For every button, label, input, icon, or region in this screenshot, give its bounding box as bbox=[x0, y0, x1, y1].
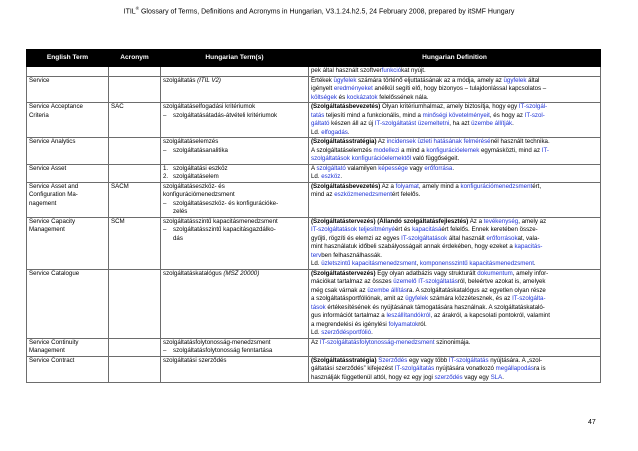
text-segment: . bbox=[452, 164, 455, 172]
definition-cell bbox=[309, 76, 601, 103]
hungarian-term-cell bbox=[161, 182, 309, 217]
text-segment: vagy bbox=[407, 164, 425, 172]
text-segment: gus információt tartalmaz a bbox=[311, 312, 387, 319]
text-segment: ra. A szolgáltatáskatalógus az egyetlen olyan része bbox=[406, 286, 546, 294]
definition-line bbox=[311, 138, 598, 147]
hungarian-term-text: szolgáltatáseszköz- és bbox=[163, 182, 225, 190]
english-term-line: Service Asset bbox=[29, 164, 67, 172]
text-segment: , bbox=[416, 260, 420, 267]
hungarian-term-text: szolgáltatáseszköz- és konfigurációke- bbox=[173, 199, 279, 207]
glossary-link: Szerződés bbox=[378, 356, 408, 364]
text-segment: való függőségeit. bbox=[411, 155, 460, 162]
definition-line bbox=[311, 365, 598, 374]
english-term-line: Service Asset and bbox=[29, 182, 79, 190]
definition-cell bbox=[309, 338, 601, 356]
text-segment: mind az bbox=[311, 191, 335, 198]
glossary-link: költségek bbox=[311, 93, 337, 101]
definition-line bbox=[311, 112, 598, 121]
hungarian-term-text: szolgáltatásfolytonosság-menedzsment bbox=[163, 338, 271, 346]
hungarian-term-line bbox=[163, 208, 306, 217]
glossary-link: IT-szolgáltatásfolytonosság-menedzsment bbox=[319, 338, 435, 346]
glossary-link: erőforrások bbox=[486, 234, 518, 242]
acronym-cell bbox=[109, 338, 161, 356]
text-segment: mációkat tartalmaz az összes bbox=[311, 278, 394, 285]
dash-bullet: – bbox=[163, 226, 167, 233]
definition-line bbox=[311, 85, 598, 94]
text-segment: gyűjti, rögzíti és elemzi az egyes bbox=[311, 234, 402, 242]
definition-cell bbox=[309, 356, 601, 383]
glossary-link: IT- bbox=[541, 146, 549, 154]
hungarian-term-text: szolgáltatáskatalógus bbox=[163, 269, 224, 277]
text-segment: gáltatási szerződés” kifejezést bbox=[311, 365, 395, 372]
glossary-link: eszköz bbox=[321, 173, 341, 180]
hungarian-term-text: konfigurációmenedzsment bbox=[163, 191, 235, 198]
text-segment: . bbox=[502, 373, 504, 381]
text-segment: Ld. bbox=[311, 260, 322, 267]
english-term-cell bbox=[27, 76, 109, 103]
definition-cell bbox=[309, 182, 601, 217]
glossary-link: kapacitásá bbox=[412, 226, 442, 233]
english-term-line: Service Continuity bbox=[29, 338, 79, 346]
text-segment: ben felhasználhassák. bbox=[321, 251, 383, 259]
text-segment: egy vagy több bbox=[407, 356, 449, 364]
table-row bbox=[27, 138, 601, 165]
table-row bbox=[27, 164, 601, 182]
domain-tag: (Szolgáltatásstratégia) bbox=[311, 356, 377, 364]
glossary-link: komponensszintű kapacitásmenedzsment bbox=[419, 260, 534, 267]
text-segment: Az bbox=[376, 138, 387, 145]
text-segment: teljesíti mind a funkcionális, mind a bbox=[324, 111, 423, 119]
hungarian-term-line bbox=[163, 183, 306, 192]
text-segment: valamilyen bbox=[345, 164, 379, 172]
glossary-link: modellezi bbox=[373, 146, 400, 154]
dash-bullet: – bbox=[163, 146, 167, 154]
glossary-link: szolgáltatások konfigurációelemektől bbox=[311, 155, 412, 162]
header-itil: ITIL bbox=[123, 8, 136, 16]
glossary-link: minőségi követelményeit bbox=[422, 111, 490, 119]
text-segment: számára történő eljuttatásának az a módja, amely az bbox=[356, 76, 504, 84]
hungarian-term-text: zelés bbox=[173, 208, 188, 215]
english-term-cell bbox=[27, 269, 109, 338]
text-segment: számára közzétesznek, és az bbox=[428, 295, 513, 302]
definition-cell bbox=[309, 138, 601, 165]
table-row bbox=[27, 217, 601, 269]
glossary-link: tások bbox=[311, 303, 326, 311]
text-segment: nél használt technika. bbox=[490, 138, 550, 145]
text-segment: Az a bbox=[468, 217, 484, 225]
definition-line bbox=[311, 191, 598, 200]
definition-line bbox=[311, 94, 598, 103]
table-row bbox=[27, 67, 601, 77]
hungarian-term-cell bbox=[161, 138, 309, 165]
glossary-link: eszközmenedzsment bbox=[334, 191, 392, 198]
text-segment: értékesítésének és nyújtásának támogatására használnak. A szolgáltatáskataló- bbox=[325, 303, 545, 311]
english-term-line: Management bbox=[29, 347, 65, 354]
col-header-english: English Term bbox=[27, 50, 109, 67]
definition-line bbox=[311, 295, 598, 304]
definition-line bbox=[311, 260, 598, 269]
definition-cell bbox=[309, 164, 601, 182]
english-term-line: Criteria bbox=[29, 111, 49, 119]
text-segment: egymásközti, mind az bbox=[479, 146, 542, 154]
text-segment: és bbox=[336, 93, 347, 101]
text-segment: kat nyújt. bbox=[401, 67, 426, 74]
acronym-text: SAC bbox=[111, 103, 124, 110]
acronym-text: SACM bbox=[111, 182, 129, 190]
text-segment: . bbox=[371, 329, 373, 336]
glossary-link: konfigurációelemek bbox=[426, 146, 480, 154]
table-row bbox=[27, 356, 601, 383]
glossary-link: IT-szol- bbox=[524, 111, 545, 119]
english-term-cell bbox=[27, 338, 109, 356]
hungarian-term-line bbox=[163, 218, 306, 227]
dash-bullet: – bbox=[163, 111, 167, 119]
glossary-link: erőforrása bbox=[424, 164, 453, 172]
english-term-line: nagement bbox=[29, 199, 57, 207]
glossary-link: folyamat bbox=[395, 182, 419, 190]
domain-tag: (Szolgáltatástervezés) (Állandó szolgáltatásfejlesztés) bbox=[311, 217, 469, 225]
hungarian-term-line bbox=[163, 235, 306, 244]
glossary-link: szolgáltató bbox=[316, 164, 346, 172]
english-term-line: Service Catalogue bbox=[29, 269, 80, 277]
hungarian-term-line bbox=[163, 200, 306, 209]
hungarian-term-line bbox=[163, 270, 306, 279]
acronym-text: SCM bbox=[111, 217, 125, 225]
hungarian-term-line bbox=[163, 347, 306, 356]
definition-line bbox=[311, 312, 598, 321]
hungarian-term-text: szolgáltatásfolytonosság fenntartása bbox=[173, 347, 273, 354]
glossary-link: SLA bbox=[490, 373, 503, 381]
hungarian-term-text: szolgáltatáselemzés bbox=[163, 138, 219, 145]
hungarian-term-cell bbox=[161, 76, 309, 103]
col-header-acronym: Acronym bbox=[109, 50, 161, 67]
text-segment: Ld. bbox=[311, 173, 322, 180]
hungarian-term-text: szolgáltatási szerződés bbox=[163, 356, 227, 364]
text-segment: Az bbox=[311, 338, 320, 346]
text-segment: még csak várnak az bbox=[311, 286, 368, 294]
hungarian-term-cell bbox=[161, 356, 309, 383]
english-term-line: Service Analytics bbox=[29, 138, 76, 145]
text-segment: Egy olyan adatbázis vagy strukturált bbox=[375, 269, 478, 277]
hungarian-term-line bbox=[163, 339, 306, 348]
text-segment: . bbox=[347, 128, 350, 136]
glossary-link: eredményeket bbox=[333, 85, 373, 92]
definition-cell bbox=[309, 269, 601, 338]
glossary-link: terv bbox=[311, 251, 322, 259]
glossary-table bbox=[26, 49, 601, 383]
text-segment: . bbox=[340, 173, 343, 180]
table-header-row bbox=[27, 50, 601, 67]
english-term-cell bbox=[27, 356, 109, 383]
acronym-cell bbox=[109, 182, 161, 217]
acronym-cell bbox=[109, 164, 161, 182]
text-segment: , az árakról, a kapcsolati pontokról, valamint bbox=[430, 312, 550, 319]
domain-tag: (Szolgáltatásbevezetés) bbox=[311, 103, 381, 110]
text-segment: ról, beleértve azokat is, amelyek bbox=[457, 278, 546, 285]
text-segment: anélkül segíti elő, hogy bizonyos – tulajdonlással kapcsolatos – bbox=[372, 85, 547, 92]
page-header bbox=[0, 6, 638, 15]
text-segment: készen áll az új bbox=[329, 120, 375, 127]
text-segment: ért felelős. Ennek keretében össze- bbox=[441, 226, 538, 233]
acronym-cell bbox=[109, 356, 161, 383]
definition-line bbox=[311, 252, 598, 261]
hungarian-term-line bbox=[163, 103, 306, 112]
text-segment: felelőssének nála. bbox=[377, 93, 429, 101]
text-segment: nyújtására. A „szol- bbox=[488, 356, 543, 364]
text-segment: , amely mind a bbox=[418, 182, 461, 190]
dash-bullet: – bbox=[163, 199, 167, 207]
hungarian-term-line bbox=[163, 226, 306, 235]
hungarian-term-cell bbox=[161, 217, 309, 269]
english-term-cell bbox=[27, 182, 109, 217]
glossary-link: ügyfelek bbox=[503, 76, 527, 84]
definition-line bbox=[311, 243, 598, 252]
glossary-link: teljesítményé bbox=[358, 226, 395, 233]
text-segment: mint használatuk időbeli szabályosságait annak érdekében, hogy ezeket a bbox=[311, 243, 515, 250]
glossary-link: IT-szolgáltatás bbox=[394, 365, 435, 372]
table-row bbox=[27, 269, 601, 338]
definition-line bbox=[311, 183, 598, 192]
english-term-line: Management bbox=[29, 226, 65, 233]
glossary-link: elfogadás bbox=[321, 128, 348, 136]
text-segment: at, vala- bbox=[517, 234, 540, 242]
domain-tag: (Szolgáltatástervezés) bbox=[311, 269, 376, 277]
definition-line bbox=[311, 155, 598, 164]
glossary-link: üzemeltetni bbox=[417, 120, 450, 127]
text-segment: A szolgáltatáselemzés bbox=[311, 146, 374, 154]
definition-line bbox=[311, 304, 598, 313]
hungarian-term-text: (MSZ 20000) bbox=[223, 269, 260, 277]
text-segment: a mind a bbox=[399, 146, 427, 154]
hungarian-term-text: szolgáltatásszintű kapacitásmenedzsment bbox=[163, 217, 278, 225]
text-segment: ról. bbox=[418, 320, 427, 328]
glossary-link: leszállítandókról bbox=[386, 312, 431, 319]
definition-line bbox=[311, 287, 598, 296]
hungarian-term-text: szolgáltatás bbox=[163, 76, 198, 84]
glossary-link: képessége bbox=[378, 164, 408, 172]
glossary-link: üzleti hatásának bbox=[417, 138, 462, 145]
hungarian-term-text: szolgáltatásszintű kapacitásgazdálko- bbox=[173, 226, 276, 233]
glossary-link: üzemelő bbox=[393, 278, 417, 285]
definition-cell bbox=[309, 103, 601, 138]
domain-tag: (Szolgáltatásstratégia) bbox=[311, 138, 377, 145]
glossary-link: ügyfelek bbox=[333, 76, 357, 84]
hungarian-term-line bbox=[163, 77, 306, 86]
glossary-link: konfigurációmenedzsment bbox=[460, 182, 533, 190]
definition-line bbox=[311, 270, 598, 279]
definition-line bbox=[311, 147, 598, 156]
english-term-cell bbox=[27, 164, 109, 182]
list-number: 2. bbox=[163, 173, 169, 180]
hungarian-term-text: (ITIL V2) bbox=[197, 76, 221, 84]
text-segment: , amely infor- bbox=[512, 269, 549, 277]
definition-line bbox=[311, 173, 598, 182]
definition-line bbox=[311, 218, 598, 227]
text-segment: ért, bbox=[532, 182, 542, 190]
english-term-cell bbox=[27, 138, 109, 165]
text-segment: Olyan kritériumhalmaz, amely biztosítja, hogy egy bbox=[380, 103, 519, 110]
english-cell bbox=[27, 67, 109, 77]
definition-cell bbox=[309, 217, 601, 269]
table-row bbox=[27, 182, 601, 217]
definition-line bbox=[311, 357, 598, 366]
definition-cell bbox=[309, 67, 601, 77]
acronym-cell bbox=[109, 76, 161, 103]
text-segment: ért felelős. bbox=[391, 191, 421, 198]
table-row bbox=[27, 103, 601, 138]
text-segment: a szolgáltatásportfóliónak, amit az bbox=[311, 295, 406, 302]
acronym-cell bbox=[109, 138, 161, 165]
english-term-line: Service Contract bbox=[29, 356, 75, 364]
table-row bbox=[27, 338, 601, 356]
definition-line bbox=[311, 67, 598, 76]
col-header-definition: Hungarian Definition bbox=[309, 50, 601, 67]
english-term-line: Configuration Ma- bbox=[29, 191, 78, 198]
hungarian-term-line bbox=[163, 173, 306, 182]
col-header-hungarian: Hungarian Term(s) bbox=[161, 50, 309, 67]
acronym-cell bbox=[109, 103, 161, 138]
glossary-link: felmérésé bbox=[463, 138, 491, 145]
glossary-link: gáltató bbox=[311, 120, 330, 127]
hungarian-term-line bbox=[163, 112, 306, 121]
hungarian-term-line bbox=[163, 165, 306, 174]
glossary-link: kapacitás- bbox=[514, 243, 543, 250]
text-segment: A bbox=[311, 164, 317, 172]
text-segment: ra is bbox=[533, 365, 546, 372]
text-segment: nyújtására vonatkozó bbox=[434, 365, 496, 372]
glossary-link: szerződés bbox=[434, 373, 463, 381]
glossary-link: funkció bbox=[381, 67, 402, 74]
definition-line bbox=[311, 374, 598, 383]
definition-line bbox=[311, 339, 598, 348]
definition-line bbox=[311, 321, 598, 330]
definition-line bbox=[311, 235, 598, 244]
hungarian-term-text: szolgáltatásátadás-átvételi kritériumok bbox=[173, 111, 278, 119]
definition-line bbox=[311, 120, 598, 129]
glossary-link: folyamatok bbox=[388, 320, 419, 328]
text-segment: ért és bbox=[394, 226, 413, 233]
glossary-link: IT-szolgáltatások bbox=[401, 234, 448, 242]
glossary-link: tevékenység bbox=[483, 217, 519, 225]
hungarian-term-text: szolgáltatási eszköz bbox=[173, 164, 228, 172]
text-segment: Ld. bbox=[311, 128, 322, 136]
glossary-link: üzembe állítás bbox=[367, 286, 407, 294]
glossary-link: IT-szolgáltatások bbox=[311, 226, 358, 233]
header-text: Glossary of Terms, Definitions and Acronyms in Hungarian, V3.1.24.h2.5, 24 February 2008, prepared by itSMF Hungary bbox=[139, 8, 515, 16]
text-segment: által használt bbox=[447, 234, 487, 242]
text-segment: Értékek bbox=[311, 76, 334, 84]
hungarian-term-text: dás bbox=[173, 234, 183, 242]
hungarian-term-line bbox=[163, 191, 306, 200]
hungarian-term-line bbox=[163, 357, 306, 366]
definition-line bbox=[311, 329, 598, 338]
english-term-line: Service bbox=[29, 76, 50, 84]
glossary-link: IT-szolgáltatás bbox=[418, 278, 458, 285]
text-segment: szinonimája. bbox=[434, 338, 471, 346]
glossary-link: üzembe állítják bbox=[471, 120, 513, 127]
glossary-link: dokumentum bbox=[477, 269, 513, 277]
text-segment: . bbox=[533, 260, 536, 267]
english-term-cell bbox=[27, 103, 109, 138]
glossary-link: megállapodás bbox=[495, 365, 534, 372]
list-number: 1. bbox=[163, 164, 169, 172]
hungarian-term-line bbox=[163, 147, 306, 156]
glossary-link: szerződésportfólió bbox=[321, 329, 372, 336]
glossary-link: IT-szolgáltatás bbox=[448, 356, 489, 364]
hungarian-cell bbox=[161, 67, 309, 77]
text-segment: a megrendelési és igénylési bbox=[311, 320, 389, 328]
hungarian-term-line bbox=[163, 138, 306, 147]
hungarian-term-cell bbox=[161, 164, 309, 182]
page-number: 47 bbox=[588, 419, 596, 426]
definition-line bbox=[311, 77, 598, 86]
definition-line bbox=[311, 103, 598, 112]
glossary-link: IT-szolgál- bbox=[518, 103, 548, 110]
text-segment: , ha azt bbox=[449, 120, 472, 127]
glossary-link: IT-szolgálta- bbox=[512, 295, 546, 302]
definition-line bbox=[311, 165, 598, 174]
acronym-cell bbox=[109, 67, 161, 77]
glossary-link: incidensek bbox=[386, 138, 416, 145]
hungarian-term-cell bbox=[161, 338, 309, 356]
domain-tag: (Szolgáltatásbevezetés) bbox=[311, 182, 381, 190]
hungarian-term-text: szolgáltatáselfogadási kritériumok bbox=[163, 103, 256, 110]
text-segment: által bbox=[526, 76, 540, 84]
text-segment: használják függetlenül attól, hogy ez egy jogi bbox=[311, 373, 435, 381]
definition-line bbox=[311, 278, 598, 287]
text-segment: Az a bbox=[380, 182, 396, 190]
hungarian-term-cell bbox=[161, 269, 309, 338]
glossary-link: üzletszintű kapacitásmenedzsment bbox=[321, 260, 417, 267]
table-row bbox=[27, 76, 601, 103]
acronym-cell bbox=[109, 217, 161, 269]
text-segment: vagy egy bbox=[462, 373, 491, 381]
text-segment: pek által használt szoftver bbox=[311, 67, 382, 74]
english-term-line: Service Acceptance bbox=[29, 103, 83, 110]
glossary-link: kockázatok bbox=[346, 93, 378, 101]
glossary-link: tatás bbox=[311, 111, 325, 119]
text-segment: Ld. bbox=[311, 329, 322, 336]
definition-line bbox=[311, 129, 598, 138]
hungarian-term-cell bbox=[161, 103, 309, 138]
text-segment: , és hogy az bbox=[489, 111, 525, 119]
definition-line bbox=[311, 226, 598, 235]
hungarian-term-text: szolgáltatáselem bbox=[173, 173, 219, 180]
acronym-cell bbox=[109, 269, 161, 338]
glossary-link: ügyfelek bbox=[405, 295, 429, 302]
glossary-link: IT-szolgáltatást bbox=[374, 120, 417, 127]
english-term-line: Service Capacity bbox=[29, 217, 76, 225]
text-segment: . bbox=[512, 120, 514, 127]
text-segment: igényelt bbox=[311, 85, 334, 92]
english-term-cell bbox=[27, 217, 109, 269]
text-segment: , amely az bbox=[518, 217, 547, 225]
hungarian-term-text: szolgáltatásanalitika bbox=[173, 146, 228, 154]
dash-bullet: – bbox=[163, 347, 167, 354]
header-registered-mark: ® bbox=[135, 6, 140, 11]
